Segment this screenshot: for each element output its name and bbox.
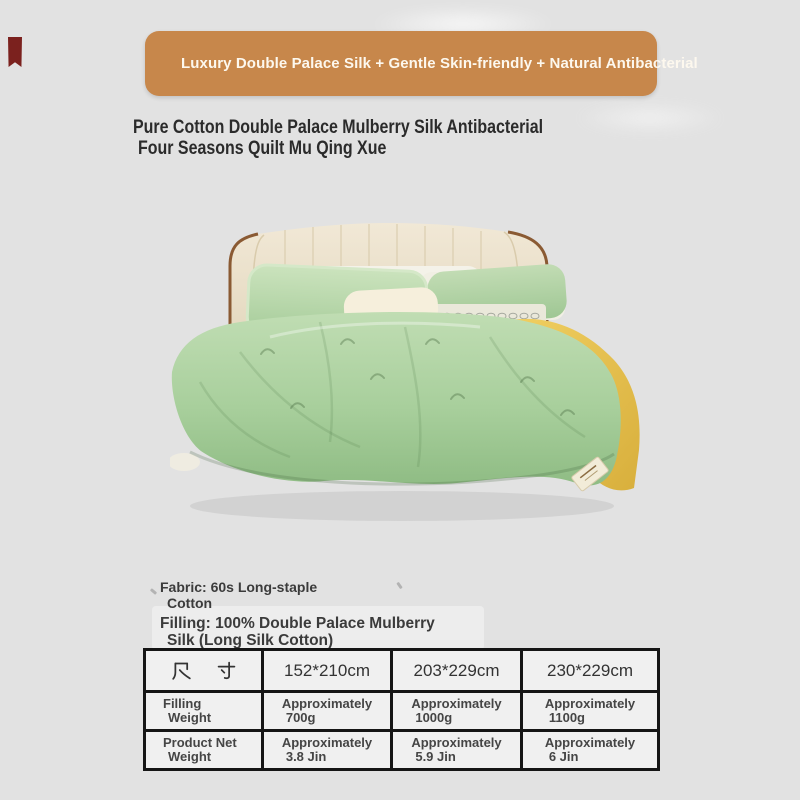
product-title-line2: Four Seasons Quilt Mu Qing Xue <box>138 138 387 159</box>
filling-weight-2: Approximately 1000g <box>392 692 522 731</box>
bed-shadow <box>190 491 614 521</box>
product-photo <box>170 222 655 567</box>
size-column-1: 152*210cm <box>263 650 392 692</box>
specs-text <box>160 579 435 649</box>
fabric-label: Fabric: 60s Long-staple <box>160 579 318 595</box>
cjk-cun-glyph <box>216 660 237 681</box>
filling-value: Silk (Long Silk Cotton) <box>167 632 334 649</box>
net-weight-1: Approximately 3.8 Jin <box>263 731 392 770</box>
filling-weight-label: Filling Weight <box>145 692 263 731</box>
product-title-line1: Pure Cotton Double Palace Mulberry Silk Antibacterial <box>133 117 544 138</box>
filling-weight-row <box>145 692 659 731</box>
fabric-value: Cotton <box>167 595 213 611</box>
corner-ribbon-icon <box>8 37 22 67</box>
size-label-glyphs <box>146 660 261 681</box>
table-header-row <box>145 650 659 692</box>
filling-weight-1: Approximately 700g <box>263 692 392 731</box>
promo-banner <box>145 31 698 96</box>
net-weight-2: Approximately 5.9 Jin <box>392 731 522 770</box>
size-spec-table <box>143 648 660 771</box>
cjk-chi-glyph <box>171 660 192 681</box>
size-column-3: 230*229cm <box>522 650 659 692</box>
filling-weight-3: Approximately 1100g <box>522 692 659 731</box>
net-weight-row <box>145 731 659 770</box>
size-label-cell <box>145 650 263 692</box>
product-title <box>133 117 543 159</box>
filling-label: Filling: 100% Double Palace Mulberry <box>160 615 435 632</box>
promo-banner-label: Luxury Double Palace Silk + Gentle Skin-friendly + Natural Antibacterial <box>181 55 698 72</box>
backdrop-wisp <box>575 102 725 134</box>
net-weight-3: Approximately 6 Jin <box>522 731 659 770</box>
size-column-2: 203*229cm <box>392 650 522 692</box>
decorative-mark <box>150 588 157 595</box>
green-quilt <box>172 312 621 485</box>
net-weight-label: Product Net Weight <box>145 731 263 770</box>
